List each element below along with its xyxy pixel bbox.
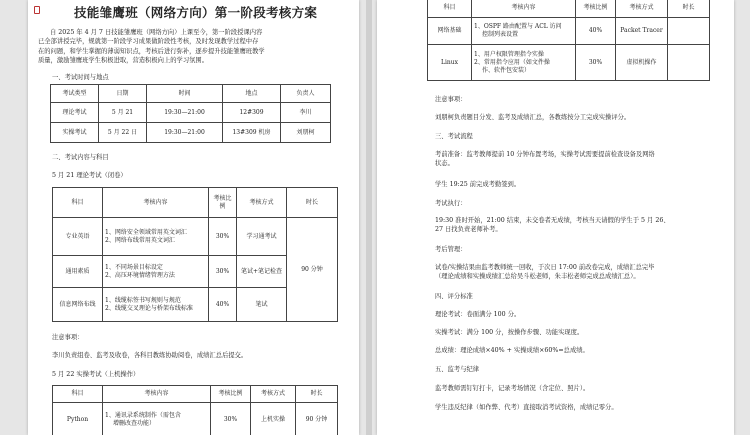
practical-exam-heading: 5 月 22 实操考试（上机操作） [52,371,140,378]
content-line: 2、高压环境情绪管理方法 [105,271,175,279]
document-page-right [377,0,734,435]
content-line: 1、网络安全领域常用英文词汇 [105,228,187,236]
paragraph: 学生违反纪律（如作弊、代考）直接取消考试资格，成绩记零分。 [435,404,618,411]
table-cell: 19:30—21:00 [147,103,223,123]
table-cell: 实操考试 [51,123,99,143]
paragraph-line: 27 日找负责老师补考。 [435,226,502,234]
table-row [428,45,710,81]
table-cell: 5 月 21 [99,103,147,123]
paragraph-line: 19:30 准时开始，21:00 结束，未交卷者无成绩，考核当天请假的学生于 5 月 26、 [435,217,670,224]
table-cell [103,288,209,322]
paragraph: 理论考试：卷面满分 100 分。 [435,311,521,318]
table-cell: 虚拟机操作 [616,45,668,81]
table-cell: 专业英语 [53,218,103,256]
table-cell: 90 分钟 [287,218,338,322]
intro-line: 质量，激励雏鹰班学生积极进取，营造积极向上的学习氛围。 [38,56,209,64]
table-cell: 网络基础 [428,18,472,45]
table-cell: Packet Tracer [616,18,668,45]
table-cell: 19:30—21:00 [147,123,223,143]
content-line: 2、网络布线常用英文词汇 [105,236,175,244]
document-page-left [28,0,359,435]
table-header-cell: 时长 [296,386,338,403]
notes-label: 注意事项： [435,96,467,103]
table-cell: 13#309 机房 [223,123,281,143]
theory-exam-heading: 5 月 21 理论考试（闭卷） [52,172,127,179]
table-cell [472,18,576,45]
page-marker-icon [34,6,40,14]
table-cell: 30% [211,403,251,435]
paragraph: 学生 19:25 前完成考勤签到。 [435,181,521,188]
table-cell: Linux [428,45,472,81]
content-line: 1、线缆标签书写规则与规范 [105,296,181,304]
paragraph-label: 考试执行： [435,200,467,207]
notes-text: 刘朋柯负责题目分发、监考及成绩汇总，各教练按分工完成实操评分。 [435,114,631,121]
theory-exam-table [52,187,338,322]
table-header-cell: 科目 [53,386,103,403]
table-header-row [53,386,338,403]
content-line: 作、软件包安装） [482,66,531,74]
table-header-cell: 考核比例 [211,386,251,403]
table-header-cell: 地点 [223,85,281,103]
table-header-cell: 科目 [428,0,472,18]
section-heading: 三、考试流程 [435,133,473,140]
table-header-cell: 考核方式 [616,0,668,18]
intro-line: 在的问题，和学生掌握的薄弱知识点，考核后进行弥补，逐步提升技能雏鹰班教学 [38,47,265,55]
table-header-cell: 考核比例 [576,0,616,18]
intro-line: 自 2025 年 4 月 7 日技能雏鹰班（网络方向）上课至今，第一阶段授课内容 [50,29,263,36]
table-cell: 12#309 [223,103,281,123]
schedule-table [50,84,331,143]
paragraph [435,216,670,235]
table-header-cell: 时间 [147,85,223,103]
table-row [53,403,338,435]
table-cell: 理论考试 [51,103,99,123]
table-cell: 刘朋柯 [281,123,331,143]
table-cell [668,18,710,45]
table-header-cell: 日期 [99,85,147,103]
content-line: 2、线缆交叉理论与桥架布线标准 [105,304,193,312]
table-cell: 通用素质 [53,256,103,288]
table-header-cell: 考核内容 [472,0,576,18]
table-cell: 5 月 22 日 [99,123,147,143]
table-cell [103,256,209,288]
table-header-row [51,85,331,103]
table-cell: 笔试 [237,288,287,322]
table-header-cell: 考核方式 [237,188,287,218]
content-line: 1、用户权限管理指令实操 [474,50,544,58]
paragraph-line: 试卷/实操结果由监考教师统一回收，于次日 17:00 前改卷完成，成绩汇总完毕 [435,264,655,271]
section-heading: 二、考试内容与科目 [52,154,109,161]
table-header-row [428,0,710,18]
table-cell: 信息网络布线 [53,288,103,322]
table-cell [103,218,209,256]
paragraph-line: 考前准备：监考教师提前 10 分钟布置考场，实操考试需要提前检查设备及网络 [435,151,655,158]
page-divider [366,0,372,435]
document-title: 技能雏鹰班（网络方向）第一阶段考核方案 [74,5,318,20]
notes-label: 注意事项： [52,334,84,341]
table-header-cell: 考核内容 [103,386,211,403]
table-cell: 李川 [281,103,331,123]
section-heading: 四、评分标准 [435,293,473,300]
table-header-cell: 时长 [668,0,710,18]
table-cell: 30% [576,45,616,81]
table-cell: 40% [576,18,616,45]
paragraph: 实操考试：满分 100 分，按操作步骤、功能实现度。 [435,329,584,336]
section-heading: 一、考试时间与地点 [52,74,109,81]
practical-exam-table-continued [427,0,710,81]
table-cell: 30% [209,256,237,288]
table-header-cell: 考核方式 [251,386,296,403]
notes-text: 李川负责组卷、监考及收卷，各科目教练协助阅卷，成绩汇总后提交。 [52,352,248,359]
table-cell: 上机实操 [251,403,296,435]
content-line: 1、OSPF 路由配置与 ACL 访问 [474,23,562,30]
section-heading: 五、监考与纪律 [435,366,480,373]
table-header-cell: 考试类型 [51,85,99,103]
table-cell: 90 分钟 [296,403,338,435]
table-header-cell: 负责人 [281,85,331,103]
paragraph-line: 状态。 [435,160,454,168]
table-cell: 40% [209,288,237,322]
content-line: 2、常用指令应用（如文件操 [474,58,550,66]
table-cell [103,403,211,435]
paragraph: 总成绩：理论成绩×40% + 实操成绩×60%=总成绩。 [435,347,589,354]
table-header-row [53,188,338,218]
content-line: 1、通讯录系统制作（需包含 [105,411,181,419]
table-cell [668,45,710,81]
table-cell [472,45,576,81]
table-header-cell: 考核比例 [209,188,237,218]
table-row [53,218,338,256]
table-row [51,103,331,123]
paragraph-label: 考后管理： [435,246,467,253]
table-cell: 笔试+笔记检查 [237,256,287,288]
table-row [51,123,331,143]
table-header-cell: 科目 [53,188,103,218]
paragraph [435,150,655,169]
practical-exam-table [52,385,338,435]
content-line: 控制列表设置 [482,31,519,38]
intro-line: 已全部讲授完毕，规就第一阶段学习成果做阶段性考核，及时发现教学过程中存 [38,38,259,46]
table-header-cell: 时长 [287,188,338,218]
paragraph: 监考教师需钉钉打卡，记录考场情况（含定位、照片）。 [435,385,590,392]
intro-paragraph [38,28,265,65]
table-cell: 学习通考试 [237,218,287,256]
content-line: 增删改查功能） [113,419,156,427]
content-line: 1、不同场景目标设定 [105,263,163,271]
table-cell: Python [53,403,103,435]
paragraph [435,263,654,282]
paragraph-line: （理论成绩和实操成绩汇总给吴斗松老师，朱丰松老师完成总成绩汇总）。 [435,273,640,281]
table-cell: 30% [209,218,237,256]
table-header-cell: 考核内容 [103,188,209,218]
table-row [428,18,710,45]
